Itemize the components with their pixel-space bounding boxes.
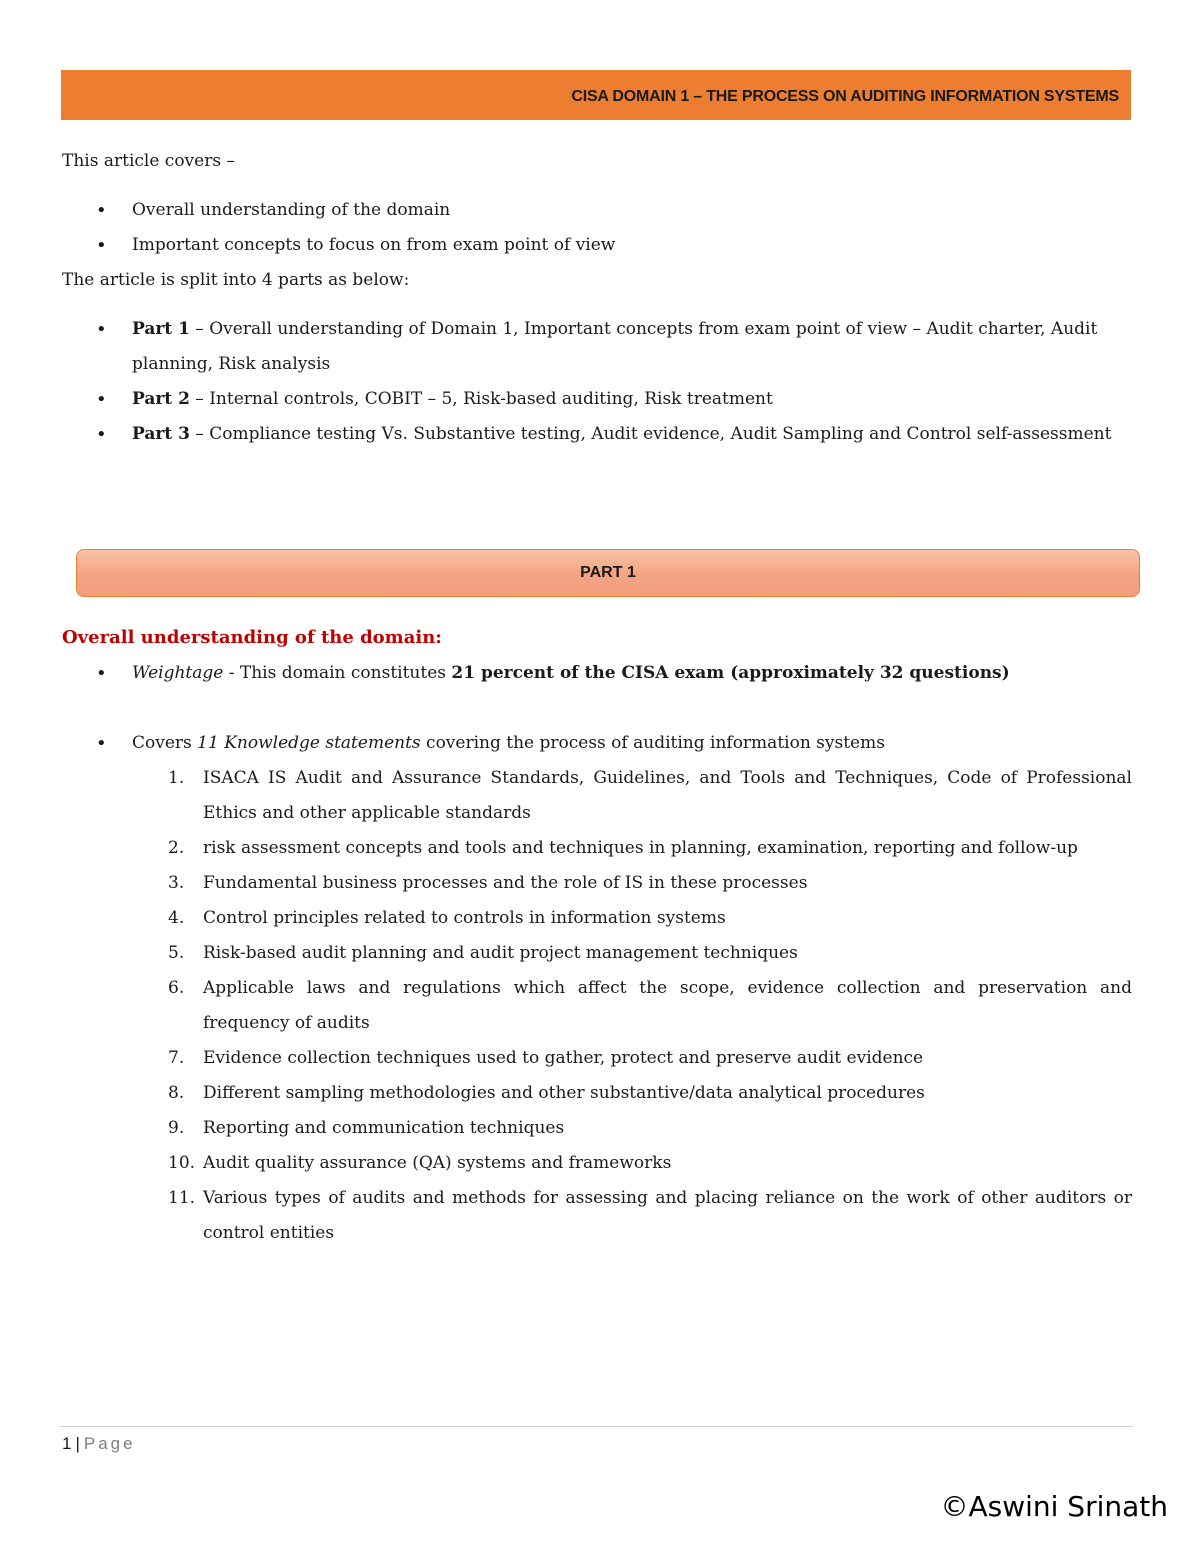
- weight-bold: 21 percent of the CISA exam (approximately 32 questions): [451, 663, 1010, 683]
- item-number: 2.: [168, 838, 185, 858]
- item-text: Different sampling methodologies and other substantive/data analytical procedures: [203, 1083, 925, 1103]
- item-number: 4.: [168, 908, 185, 928]
- knowledge-item: [62, 1111, 1132, 1146]
- part-banner-label: PART 1: [580, 564, 636, 581]
- covers-post: covering the process of auditing information systems: [420, 733, 885, 753]
- knowledge-item: [62, 901, 1132, 936]
- author-credit: ©Aswini Srinath: [940, 1490, 1168, 1523]
- item-number: 6.: [168, 978, 185, 998]
- list-item: [62, 312, 1132, 382]
- item-text: Fundamental business processes and the role of IS in these processes: [203, 873, 808, 893]
- page-label: Page: [83, 1434, 136, 1453]
- item-number: 9.: [168, 1118, 185, 1138]
- split-text: The article is split into 4 parts as below:: [62, 270, 410, 290]
- knowledge-item: [62, 1181, 1132, 1251]
- item-number: 8.: [168, 1083, 185, 1103]
- part-banner: [76, 549, 1140, 597]
- parts-list: [62, 312, 1132, 452]
- page-footer: [62, 1434, 136, 1454]
- item-number: 7.: [168, 1048, 185, 1068]
- covers-em: 11 Knowledge statements: [197, 733, 421, 753]
- weight-text: - This domain constitutes: [223, 663, 452, 683]
- document-title: CISA DOMAIN 1 – THE PROCESS ON AUDITING INFORMATION SYSTEMS: [571, 88, 1119, 105]
- list-item: [62, 656, 1132, 691]
- part-text: – Overall understanding of Domain 1, Important concepts from exam point of view – Audit charter, Audit planning, Risk analysis: [132, 319, 1098, 374]
- knowledge-item: [62, 936, 1132, 971]
- domain-section: [62, 620, 1132, 1251]
- knowledge-item: [62, 831, 1132, 866]
- header-bar: [61, 70, 1131, 120]
- item-text: ISACA IS Audit and Assurance Standards, Guidelines, and Tools and Techniques, Code of Professional Ethics and other applicable standards: [203, 768, 1132, 823]
- weight-label: Weightage: [132, 663, 224, 683]
- section-list: [62, 656, 1132, 761]
- footer-divider: [60, 1426, 1133, 1427]
- knowledge-item: [62, 971, 1132, 1041]
- list-item: • Important concepts to focus on from exam point of view: [62, 228, 1132, 263]
- part-label: Part 1: [132, 319, 190, 339]
- list-item: [62, 417, 1132, 452]
- list-item: • Overall understanding of the domain: [62, 193, 1132, 228]
- intro-lead: This article covers –: [62, 151, 235, 171]
- item-number: 10.: [168, 1153, 196, 1173]
- knowledge-item: [62, 1041, 1132, 1076]
- part-text: – Compliance testing Vs. Substantive testing, Audit evidence, Audit Sampling and Control self-assessment: [189, 424, 1112, 444]
- part-label: Part 2: [132, 389, 190, 409]
- part-label: Part 3: [132, 424, 190, 444]
- covers-pre: Covers: [132, 733, 198, 753]
- knowledge-list: [62, 761, 1132, 1251]
- item-number: 3.: [168, 873, 185, 893]
- list-item: [62, 382, 1132, 417]
- item-text: Risk-based audit planning and audit project management techniques: [203, 943, 798, 963]
- item-number: 5.: [168, 943, 185, 963]
- item-text: Evidence collection techniques used to gather, protect and preserve audit evidence: [203, 1048, 924, 1068]
- item-text: Applicable laws and regulations which affect the scope, evidence collection and preservation and frequency of audits: [203, 978, 1132, 1033]
- list-item: [62, 726, 1132, 761]
- intro-section: [62, 144, 1132, 452]
- part-text: – Internal controls, COBIT – 5, Risk-based auditing, Risk treatment: [189, 389, 773, 409]
- item-text: Control principles related to controls in information systems: [203, 908, 726, 928]
- item-text: Reporting and communication techniques: [203, 1118, 565, 1138]
- knowledge-item: [62, 866, 1132, 901]
- knowledge-item: [62, 761, 1132, 831]
- knowledge-item: [62, 1146, 1132, 1181]
- item-text: risk assessment concepts and tools and techniques in planning, examination, reporting and follow-up: [203, 838, 1078, 858]
- knowledge-item: [62, 1076, 1132, 1111]
- section-heading: Overall understanding of the domain:: [62, 627, 442, 648]
- item-text: Various types of audits and methods for assessing and placing reliance on the work of other auditors or control entities: [203, 1188, 1132, 1243]
- footer-separator: |: [75, 1434, 80, 1453]
- intro-list: [62, 193, 1132, 263]
- item-number: 11.: [168, 1188, 196, 1208]
- page-number: 1: [62, 1434, 72, 1453]
- item-number: 1.: [168, 768, 185, 788]
- item-text: Audit quality assurance (QA) systems and frameworks: [203, 1153, 672, 1173]
